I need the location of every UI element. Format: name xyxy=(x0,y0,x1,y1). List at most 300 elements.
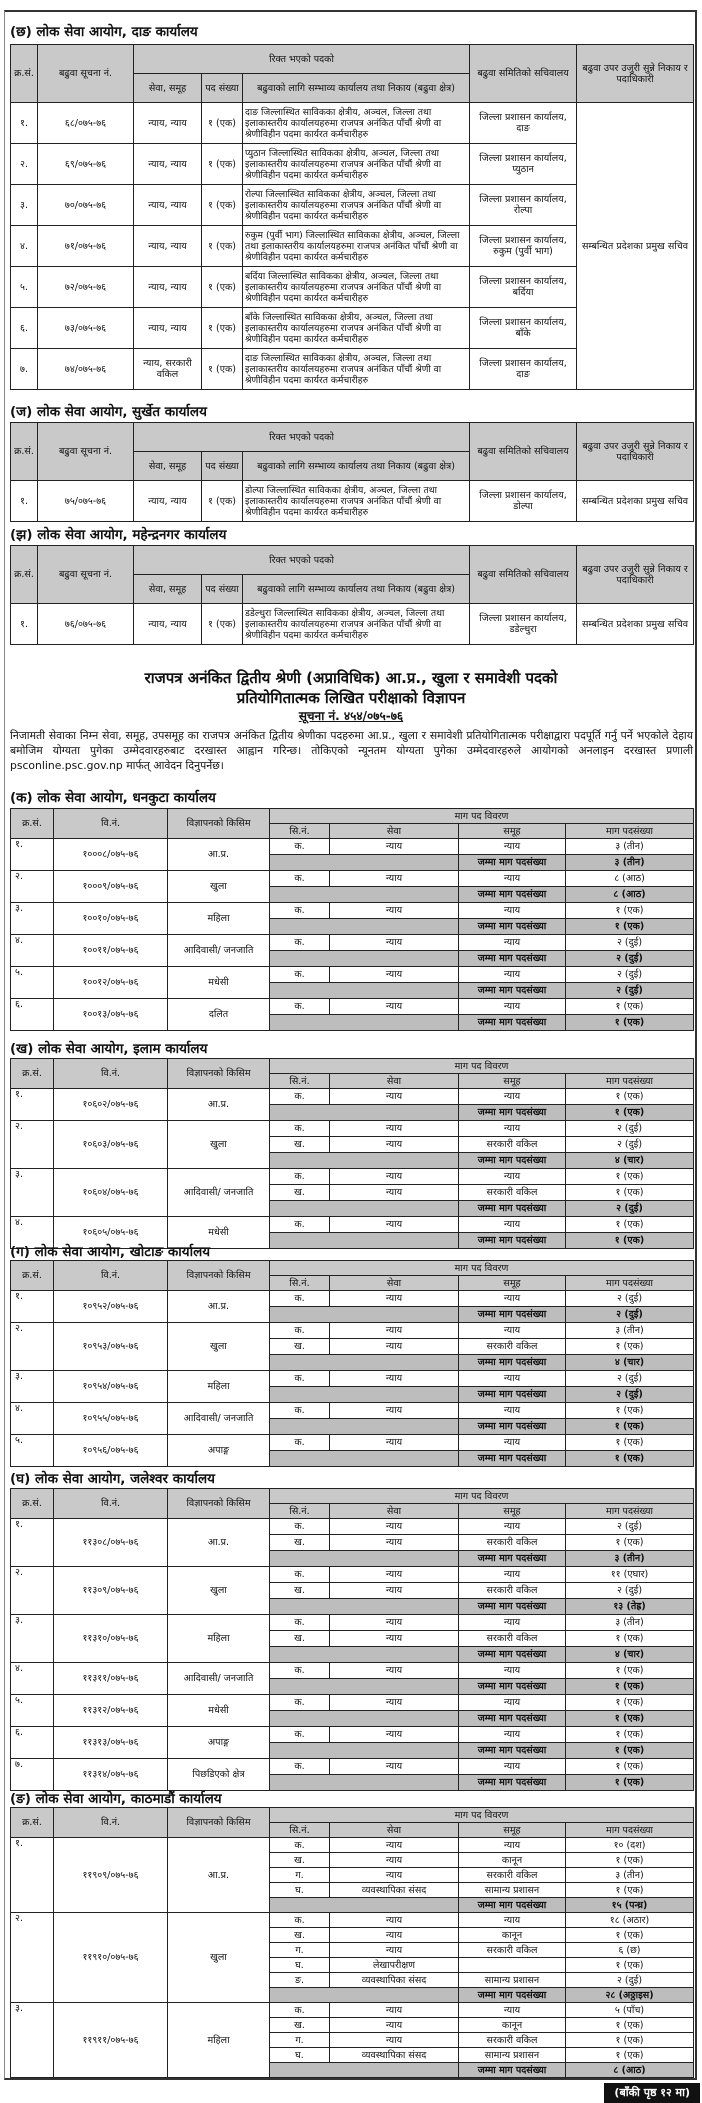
advertisement-type: खुला xyxy=(168,871,270,903)
promotion-area: रोल्पा जिल्लास्थित साविकका क्षेत्रीय, अञ्चल, जिल्ला तथा इलाकास्तरीय कार्यालयहरुमा राजपत्र अनंकित पाँचौं श्रेणी वा श्रेणीविहीन पदमा कार्यरत कर्मचारीहरु xyxy=(243,185,470,226)
header-vacant: रिक्त भएको पदको xyxy=(134,546,470,575)
group: न्याय xyxy=(459,903,566,919)
table-row xyxy=(11,1695,694,1711)
serial-number: १. xyxy=(11,604,38,645)
table-row xyxy=(11,1435,694,1451)
serial-number: ५. xyxy=(11,967,54,999)
serial-number: ३. xyxy=(11,903,54,935)
header-secretariat: बढुवा समितिको सचिवालय xyxy=(470,45,577,103)
total-label: जम्मा माग पदसंख्या xyxy=(459,1153,566,1169)
header-count: माग पदसंख्या xyxy=(566,824,694,839)
post-count: १ (एक) xyxy=(566,1928,694,1943)
advertisement-number: ११९१०/०७५-७६ xyxy=(54,1913,168,2003)
total-count: ८ (आठ) xyxy=(566,2063,694,2078)
total-spacer xyxy=(270,1355,459,1371)
post-count: १ (एक) xyxy=(566,1339,694,1355)
sub-number: क. xyxy=(270,839,330,855)
header-row xyxy=(11,45,694,74)
post-count: १ (एक) xyxy=(566,1217,694,1233)
group: न्याय xyxy=(459,1615,566,1631)
header-sn: क्र.सं. xyxy=(11,1808,54,1838)
advertisement-number: ११३१३/०७५-७६ xyxy=(54,1727,168,1759)
total-spacer xyxy=(270,1153,459,1169)
table-row xyxy=(11,1403,694,1419)
table-row xyxy=(11,604,694,645)
table-row xyxy=(11,1519,694,1535)
total-label: जम्मा माग पदसंख्या xyxy=(459,1451,566,1467)
header-ad-number: वि.नं. xyxy=(54,1261,168,1291)
header-ad-type: विज्ञापनको किसिम xyxy=(168,1808,270,1838)
post-count: १ (एक) xyxy=(202,604,243,645)
sub-number: क. xyxy=(270,1435,330,1451)
header-service: सेवा xyxy=(330,824,459,839)
total-label: जम्मा माग पदसंख्या xyxy=(459,1551,566,1567)
sub-number: ख. xyxy=(270,1137,330,1153)
header-count: माग पदसंख्या xyxy=(566,1074,694,1089)
total-count: १ (एक) xyxy=(566,1233,694,1249)
promotion-notice-number: ७५/०७५-७६ xyxy=(38,481,134,522)
total-label: जम्मा माग पदसंख्या xyxy=(459,1233,566,1249)
serial-number: २. xyxy=(11,1121,54,1169)
advertisement-number: १०९५३/०७५-७६ xyxy=(54,1323,168,1371)
serial-number: १. xyxy=(11,839,54,871)
service: न्याय xyxy=(330,967,459,983)
service: न्याय xyxy=(330,1339,459,1355)
vacancy-table xyxy=(10,1488,694,1791)
post-count: २ (दुई) xyxy=(566,1371,694,1387)
sub-number: क. xyxy=(270,1121,330,1137)
post-count: १० (दश) xyxy=(566,1838,694,1853)
serial-number: २. xyxy=(11,1323,54,1371)
serial-number: ६. xyxy=(11,308,38,349)
vacancy-table xyxy=(10,1058,694,1249)
total-label: जम्मा माग पदसंख्या xyxy=(459,855,566,871)
serial-number: ७. xyxy=(11,1759,54,1791)
total-count: १३ (तेह्र) xyxy=(566,1599,694,1615)
post-count: १ (एक) xyxy=(202,103,243,144)
total-label: जम्मा माग पदसंख्या xyxy=(459,1743,566,1759)
total-label: जम्मा माग पदसंख्या xyxy=(459,1988,566,2003)
total-label: जम्मा माग पदसंख्या xyxy=(459,887,566,903)
header-service: सेवा xyxy=(330,1074,459,1089)
total-spacer xyxy=(270,1551,459,1567)
sub-number: क. xyxy=(270,1615,330,1631)
secretariat: जिल्ला प्रशासन कार्यालय, दाङ xyxy=(470,103,577,144)
post-count: १ (एक) xyxy=(566,1631,694,1647)
advertisement-number: ११३१०/०७५-७६ xyxy=(54,1615,168,1663)
serial-number: ५. xyxy=(11,267,38,308)
service: न्याय xyxy=(330,1567,459,1583)
table-row xyxy=(11,1323,694,1339)
advertisement-type: आदिवासी/ जनजाति xyxy=(168,1663,270,1695)
header-notice: बढुवा सूचना नं. xyxy=(38,546,134,604)
service: न्याय xyxy=(330,1727,459,1743)
table-row xyxy=(11,1838,694,1853)
serial-number: ७. xyxy=(11,349,38,390)
section-heading: (झ) लोक सेवा आयोग, महेन्द्रनगर कार्यालय xyxy=(10,527,227,543)
group: सरकारी वकिल xyxy=(459,1868,566,1883)
advertisement-type: महिला xyxy=(168,2003,270,2078)
sub-number: ङ. xyxy=(270,1973,330,1988)
advertisement-type: आदिवासी/ जनजाति xyxy=(168,1169,270,1217)
total-spacer xyxy=(270,983,459,999)
appellate-authority: सम्बन्धित प्रदेशका प्रमुख सचिव xyxy=(577,604,694,645)
table-row xyxy=(11,1913,694,1928)
table-row xyxy=(11,1089,694,1105)
post-count: १८ (अठार) xyxy=(566,1913,694,1928)
header-service: सेवा xyxy=(330,1823,459,1838)
sub-number: क. xyxy=(270,1663,330,1679)
advertisement-number: १००१२/०७५-७६ xyxy=(54,967,168,999)
group: न्याय xyxy=(459,839,566,855)
advertisement-type: पिछडिएको क्षेत्र xyxy=(168,1759,270,1791)
service: न्याय xyxy=(330,935,459,951)
total-count: ३ (तीन) xyxy=(566,1551,694,1567)
post-count: ३ (तीन) xyxy=(566,1615,694,1631)
header-row xyxy=(11,423,694,452)
service-group: न्याय, न्याय xyxy=(134,103,202,144)
appellate-authority: सम्बन्धित प्रदेशका प्रमुख सचिव xyxy=(577,103,694,390)
table-row xyxy=(11,1371,694,1387)
group: सरकारी वकिल xyxy=(459,1535,566,1551)
total-count: १ (एक) xyxy=(566,1105,694,1121)
header-ad-type: विज्ञापनको किसिम xyxy=(168,809,270,839)
total-label: जम्मा माग पदसंख्या xyxy=(459,1711,566,1727)
service-group: न्याय, न्याय xyxy=(134,226,202,267)
sub-number: क. xyxy=(270,999,330,1015)
service: व्यवस्थापिका संसद xyxy=(330,1883,459,1898)
serial-number: २. xyxy=(11,1913,54,2003)
group: न्याय xyxy=(459,871,566,887)
group: न्याय xyxy=(459,1838,566,1853)
total-label: जम्मा माग पदसंख्या xyxy=(459,1201,566,1217)
advertisement-type: मधेसी xyxy=(168,1695,270,1727)
post-count: ८ (आठ) xyxy=(566,871,694,887)
advertisement-type: खुला xyxy=(168,1913,270,2003)
header-group: समूह xyxy=(459,824,566,839)
table-row xyxy=(11,871,694,887)
service: न्याय xyxy=(330,1089,459,1105)
total-label: जम्मा माग पदसंख्या xyxy=(459,1419,566,1435)
sub-number: क. xyxy=(270,1838,330,1853)
advertisement-type: अपाङ्ग xyxy=(168,1435,270,1467)
secretariat: जिल्ला प्रशासन कार्यालय, बर्दिया xyxy=(470,267,577,308)
header-demand-detail: माग पद विवरण xyxy=(270,809,694,824)
promotion-area: डोल्पा जिल्लास्थित साविकका क्षेत्रीय, अञ्चल, जिल्ला तथा इलाकास्तरीय कार्यालयहरुमा राजपत्र अनंकित पाँचौं श्रेणी वा श्रेणीविहीन पदमा कार्यरत कर्मचारीहरु xyxy=(243,481,470,522)
header-posts: पद संख्या xyxy=(202,575,243,604)
table-row xyxy=(11,839,694,855)
header-ad-number: वि.नं. xyxy=(54,1808,168,1838)
secretariat: जिल्ला प्रशासन कार्यालय, प्युठान xyxy=(470,144,577,185)
total-count: २८ (अठ्ठाइस) xyxy=(566,1988,694,2003)
serial-number: १. xyxy=(11,481,38,522)
sub-number: क. xyxy=(270,2003,330,2018)
group: न्याय xyxy=(459,1121,566,1137)
header-appellate: बढुवा उपर उजुरी सुन्ने निकाय र पदाधिकारी xyxy=(577,423,694,481)
total-count: १ (एक) xyxy=(566,1711,694,1727)
advertisement-type: आदिवासी/ जनजाति xyxy=(168,1403,270,1435)
total-label: जम्मा माग पदसंख्या xyxy=(459,919,566,935)
sub-number: क. xyxy=(270,1913,330,1928)
group: न्याय xyxy=(459,1663,566,1679)
advertisement-type: आ.प्र. xyxy=(168,839,270,871)
table-row xyxy=(11,1169,694,1185)
post-count: २ (दुई) xyxy=(566,1973,694,1988)
appellate-authority: सम्बन्धित प्रदेशका प्रमुख सचिव xyxy=(577,481,694,522)
post-count: १ (एक) xyxy=(566,2018,694,2033)
post-count: १ (एक) xyxy=(566,1663,694,1679)
header-appellate: बढुवा उपर उजुरी सुन्ने निकाय र पदाधिकारी xyxy=(577,546,694,604)
header-sn: क्र.सं. xyxy=(11,809,54,839)
total-label: जम्मा माग पदसंख्या xyxy=(459,1307,566,1323)
sub-number: क. xyxy=(270,967,330,983)
advertisement-number: १०९५५/०७५-७६ xyxy=(54,1403,168,1435)
header-sub-number: सि.नं. xyxy=(270,1074,330,1089)
sub-number: क. xyxy=(270,935,330,951)
post-count: १ (एक) xyxy=(566,999,694,1015)
header-sub-number: सि.नं. xyxy=(270,1504,330,1519)
total-count: १ (एक) xyxy=(566,1775,694,1791)
advertisement-number: १०६०२/०७५-७६ xyxy=(54,1089,168,1121)
serial-number: ३. xyxy=(11,185,38,226)
service: न्याय xyxy=(330,1695,459,1711)
group: न्याय xyxy=(459,1695,566,1711)
advertisement-number: ११३०९/०७५-७६ xyxy=(54,1567,168,1615)
notice-title-line1: राजपत्र अनंकित द्वितीय श्रेणी (अप्राविधिक) आ.प्र., खुला र समावेशी पदको xyxy=(144,669,558,687)
post-count: १ (एक) xyxy=(566,1853,694,1868)
header-sn: क्र.सं. xyxy=(11,546,38,604)
post-count: १ (एक) xyxy=(202,308,243,349)
post-count: ११ (एघार) xyxy=(566,1567,694,1583)
total-label: जम्मा माग पदसंख्या xyxy=(459,951,566,967)
group: न्याय xyxy=(459,999,566,1015)
serial-number: १. xyxy=(11,1838,54,1913)
advertisement-number: १००१०/०७५-७६ xyxy=(54,903,168,935)
group: सरकारी वकिल xyxy=(459,1583,566,1599)
service: न्याय xyxy=(330,1868,459,1883)
total-spacer xyxy=(270,1105,459,1121)
advertisement-number: ११९०९/०७५-७६ xyxy=(54,1838,168,1913)
advertisement-type: अपाङ्ग xyxy=(168,1727,270,1759)
total-label: जम्मा माग पदसंख्या xyxy=(459,2063,566,2078)
advertisement-type: महिला xyxy=(168,903,270,935)
vacancy-table xyxy=(10,808,694,1031)
total-count: १ (एक) xyxy=(566,1419,694,1435)
advertisement-number: १०६०४/०७५-७६ xyxy=(54,1169,168,1217)
header-area: बढुवाको लागि सम्भाव्य कार्यालय तथा निकाय (बढुवा क्षेत्र) xyxy=(243,74,470,103)
promotion-notice-number: ७६/०७५-७६ xyxy=(38,604,134,645)
header-row xyxy=(11,1059,694,1074)
promotion-area: डडेल्धुरा जिल्लास्थित साविकका क्षेत्रीय, अञ्चल, जिल्ला तथा इलाकास्तरीय कार्यालयहरुमा राजपत्र अनंकित पाँचौं श्रेणी वा श्रेणीविहीन पदमा कार्यरत कर्मचारीहरु xyxy=(243,604,470,645)
service: न्याय xyxy=(330,1403,459,1419)
service-group: न्याय, न्याय xyxy=(134,481,202,522)
post-count: ६ (छ) xyxy=(566,1943,694,1958)
group: कानून xyxy=(459,1928,566,1943)
post-count: १ (एक) xyxy=(566,1185,694,1201)
total-label: जम्मा माग पदसंख्या xyxy=(459,1387,566,1403)
serial-number: १. xyxy=(11,1291,54,1323)
post-count: १ (एक) xyxy=(202,481,243,522)
total-count: २ (दुई) xyxy=(566,983,694,999)
header-notice: बढुवा सूचना नं. xyxy=(38,45,134,103)
group: न्याय xyxy=(459,1519,566,1535)
total-spacer xyxy=(270,2063,459,2078)
service: व्यवस्थापिका संसद xyxy=(330,2048,459,2063)
secretariat: जिल्ला प्रशासन कार्यालय, रुकुम (पुर्वी भाग) xyxy=(470,226,577,267)
sub-number: क. xyxy=(270,903,330,919)
group: न्याय xyxy=(459,1217,566,1233)
service: न्याय xyxy=(330,1913,459,1928)
secretariat: जिल्ला प्रशासन कार्यालय, डोल्पा xyxy=(470,481,577,522)
group: सरकारी वकिल xyxy=(459,1137,566,1153)
sub-number: ख. xyxy=(270,1853,330,1868)
header-row xyxy=(11,1808,694,1823)
table-row xyxy=(11,1727,694,1743)
header-vacant: रिक्त भएको पदको xyxy=(134,45,470,74)
post-count: १ (एक) xyxy=(202,185,243,226)
advertisement-number: ११९११/०७५-७६ xyxy=(54,2003,168,2078)
promotion-notice-number: ६८/०७५-७६ xyxy=(38,103,134,144)
promotion-area: दाङ जिल्लास्थित साविकका क्षेत्रीय, अञ्चल, जिल्ला तथा इलाकास्तरीय कार्यालयहरुमा राजपत्र अनंकित पाँचौं श्रेणी वा श्रेणीविहीन पदमा कार्यरत कर्मचारीहरु xyxy=(243,103,470,144)
advertisement-type: आ.प्र. xyxy=(168,1838,270,1913)
section-heading: (क) लोक सेवा आयोग, धनकुटा कार्यालय xyxy=(10,790,216,806)
secretariat: जिल्ला प्रशासन कार्यालय, रोल्पा xyxy=(470,185,577,226)
serial-number: ३. xyxy=(11,1371,54,1403)
advertisement-number: १०००८/०७५-७६ xyxy=(54,839,168,871)
group: सरकारी वकिल xyxy=(459,1943,566,1958)
secretariat: जिल्ला प्रशासन कार्यालय, दाङ xyxy=(470,349,577,390)
secretariat: जिल्ला प्रशासन कार्यालय, डडेल्धुरा xyxy=(470,604,577,645)
service: न्याय xyxy=(330,1535,459,1551)
total-spacer xyxy=(270,1015,459,1031)
total-count: २ (दुई) xyxy=(566,951,694,967)
header-sn: क्र.सं. xyxy=(11,1059,54,1089)
total-spacer xyxy=(270,1387,459,1403)
advertisement-type: मधेसी xyxy=(168,1217,270,1249)
group: न्याय xyxy=(459,1913,566,1928)
group: कानून xyxy=(459,2018,566,2033)
total-count: ४ (चार) xyxy=(566,1647,694,1663)
serial-number: ५. xyxy=(11,1695,54,1727)
service-group: न्याय, न्याय xyxy=(134,185,202,226)
serial-number: १. xyxy=(11,1089,54,1121)
header-sub-number: सि.नं. xyxy=(270,824,330,839)
group: सरकारी वकिल xyxy=(459,2033,566,2048)
advertisement-type: आ.प्र. xyxy=(168,1089,270,1121)
total-spacer xyxy=(270,951,459,967)
serial-number: ४. xyxy=(11,935,54,967)
continued-on-page-label: (बाँकी पृष्ठ १२ मा) xyxy=(604,2083,700,2103)
service: न्याय xyxy=(330,1435,459,1451)
group: सरकारी वकिल xyxy=(459,1185,566,1201)
header-count: माग पदसंख्या xyxy=(566,1823,694,1838)
header-area: बढुवाको लागि सम्भाव्य कार्यालय तथा निकाय (बढुवा क्षेत्र) xyxy=(243,452,470,481)
post-count: १ (एक) xyxy=(566,903,694,919)
sub-number: क. xyxy=(270,1403,330,1419)
post-count: १ (एक) xyxy=(566,1535,694,1551)
service: न्याय xyxy=(330,2003,459,2018)
post-count: २ (दुई) xyxy=(566,935,694,951)
total-label: जम्मा माग पदसंख्या xyxy=(459,1015,566,1031)
total-count: १५ (पन्ध्र) xyxy=(566,1898,694,1913)
sub-number: क. xyxy=(270,1567,330,1583)
post-count: २ (दुई) xyxy=(566,1519,694,1535)
service: न्याय xyxy=(330,1615,459,1631)
total-label: जम्मा माग पदसंख्या xyxy=(459,1599,566,1615)
table-row xyxy=(11,481,694,522)
service: न्याय xyxy=(330,1838,459,1853)
advertisement-number: ११३११/०७५-७६ xyxy=(54,1663,168,1695)
total-spacer xyxy=(270,1743,459,1759)
service-group: न्याय, न्याय xyxy=(134,144,202,185)
group: न्याय xyxy=(459,2003,566,2018)
sub-number: क. xyxy=(270,1371,330,1387)
sub-number: ख. xyxy=(270,1185,330,1201)
advertisement-type: खुला xyxy=(168,1567,270,1615)
sub-number: घ. xyxy=(270,1958,330,1973)
group: सामान्य प्रशासन xyxy=(459,1973,566,1988)
advertisement-type: मधेसी xyxy=(168,967,270,999)
serial-number: १. xyxy=(11,103,38,144)
post-count: १ (एक) xyxy=(566,1403,694,1419)
total-count: १ (एक) xyxy=(566,919,694,935)
header-sn: क्र.सं. xyxy=(11,1261,54,1291)
notice-title-line2: प्रतियोगितात्मक लिखित परीक्षाको विज्ञापन xyxy=(236,689,466,707)
header-service: सेवा, समूह xyxy=(134,575,202,604)
group: सरकारी वकिल xyxy=(459,1339,566,1355)
table-row xyxy=(11,1759,694,1775)
group xyxy=(459,1958,566,1973)
header-vacant: रिक्त भएको पदको xyxy=(134,423,470,452)
total-spacer xyxy=(270,919,459,935)
serial-number: ६. xyxy=(11,999,54,1031)
table-row xyxy=(11,1663,694,1679)
sub-number: क. xyxy=(270,871,330,887)
serial-number: ३. xyxy=(11,1169,54,1217)
post-count: १ (एक) xyxy=(566,2048,694,2063)
serial-number: ४. xyxy=(11,1403,54,1435)
advertisement-number: १०९५४/०७५-७६ xyxy=(54,1371,168,1403)
total-spacer xyxy=(270,1988,459,2003)
service: न्याय xyxy=(330,2033,459,2048)
header-group: समूह xyxy=(459,1823,566,1838)
group: सामान्य प्रशासन xyxy=(459,2048,566,2063)
group: न्याय xyxy=(459,1435,566,1451)
header-count: माग पदसंख्या xyxy=(566,1504,694,1519)
promotion-notice-number: ७१/०७५-७६ xyxy=(38,226,134,267)
total-spacer xyxy=(270,1898,459,1913)
serial-number: ३. xyxy=(11,1615,54,1663)
serial-number: ६. xyxy=(11,1727,54,1759)
service-group: न्याय, न्याय xyxy=(134,604,202,645)
header-sn: क्र.सं. xyxy=(11,45,38,103)
secretariat: जिल्ला प्रशासन कार्यालय, बाँके xyxy=(470,308,577,349)
table-row xyxy=(11,2003,694,2018)
header-ad-number: वि.नं. xyxy=(54,1059,168,1089)
total-count: २ (दुई) xyxy=(566,1307,694,1323)
service: न्याय xyxy=(330,1217,459,1233)
total-count: १ (एक) xyxy=(566,1679,694,1695)
group: न्याय xyxy=(459,1403,566,1419)
sub-number: ग. xyxy=(270,1943,330,1958)
table-row xyxy=(11,1291,694,1307)
post-count: १ (एक) xyxy=(566,1695,694,1711)
post-count: १ (एक) xyxy=(566,1759,694,1775)
header-group: समूह xyxy=(459,1276,566,1291)
post-count: १ (एक) xyxy=(566,2033,694,2048)
sub-number: क. xyxy=(270,1323,330,1339)
total-count: १ (एक) xyxy=(566,1015,694,1031)
